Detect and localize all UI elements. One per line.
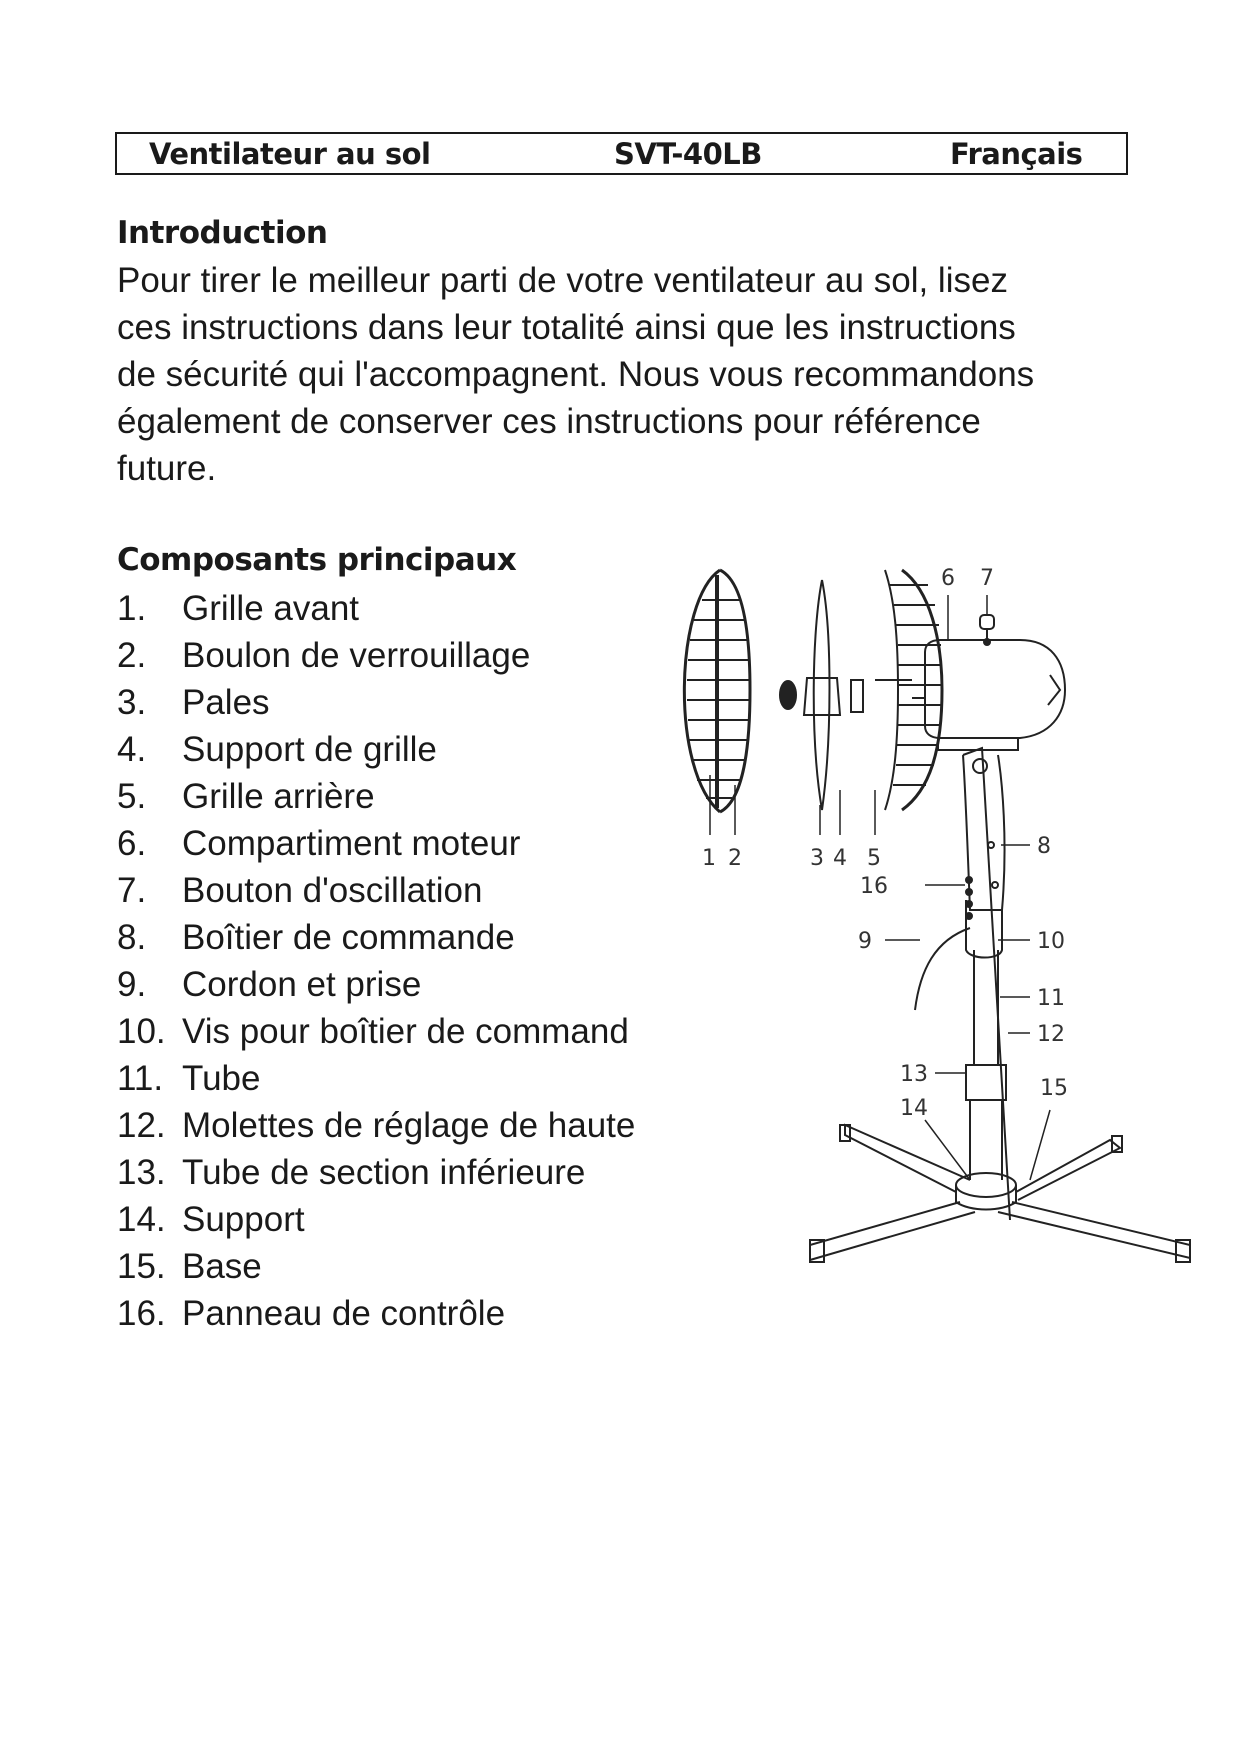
- item-label: Cordon et prise: [182, 965, 422, 1004]
- list-item: [117, 867, 635, 914]
- callout-label: 12: [1037, 1022, 1065, 1047]
- front-grille-drawing: [684, 570, 750, 812]
- item-label: Support: [182, 1200, 305, 1239]
- item-label: Support de grille: [182, 730, 437, 769]
- list-item: [117, 726, 635, 773]
- document-header: [115, 132, 1128, 175]
- components-list: [117, 585, 635, 1337]
- callout-label: 1: [702, 846, 716, 871]
- callout-label: 8: [1037, 834, 1051, 859]
- list-item: [117, 1243, 635, 1290]
- callout-label: 6: [941, 566, 955, 591]
- introduction-heading: Introduction: [117, 215, 328, 251]
- callout-label: 10: [1037, 929, 1065, 954]
- callout-label: 3: [810, 846, 824, 871]
- list-item: [117, 585, 635, 632]
- item-label: Panneau de contrôle: [182, 1294, 506, 1333]
- list-item: [117, 914, 635, 961]
- callout-label: 15: [1040, 1076, 1068, 1101]
- list-item: [117, 1196, 635, 1243]
- item-label: Boulon de verrouillage: [182, 636, 531, 675]
- callout-label: 14: [900, 1096, 928, 1121]
- header-model: SVT-40LB: [614, 137, 762, 171]
- item-number: 12.: [117, 1106, 166, 1145]
- item-number: 8.: [117, 918, 147, 957]
- item-number: 6.: [117, 824, 147, 863]
- motor-housing-drawing: [875, 615, 1065, 750]
- list-item: [117, 1055, 635, 1102]
- item-label: Grille avant: [182, 589, 360, 628]
- intro-line: ces instructions dans leur totalité ainsi que les instructions: [117, 308, 1016, 347]
- callout-label: 2: [728, 846, 742, 871]
- list-item: [117, 820, 635, 867]
- item-number: 9.: [117, 965, 147, 1004]
- list-item: [117, 961, 635, 1008]
- list-item: [117, 1149, 635, 1196]
- item-label: Molettes de réglage de haute: [182, 1106, 636, 1145]
- list-item: [117, 1008, 635, 1055]
- grille-support-drawing: [851, 680, 863, 712]
- power-cord-drawing: [915, 928, 970, 1010]
- header-language: Français: [950, 137, 1083, 171]
- item-number: 11.: [117, 1059, 164, 1098]
- callout-label: 13: [900, 1062, 928, 1087]
- callout-label: 11: [1037, 986, 1065, 1011]
- list-item: [117, 1102, 635, 1149]
- fan-exploded-diagram: [680, 540, 1240, 1310]
- callout-label: 9: [858, 929, 872, 954]
- item-number: 13.: [117, 1153, 166, 1192]
- item-number: 14.: [117, 1200, 166, 1239]
- list-item: [117, 1290, 635, 1337]
- blades-drawing: [804, 580, 840, 810]
- item-number: 10.: [117, 1012, 166, 1051]
- item-number: 3.: [117, 683, 147, 722]
- item-number: 5.: [117, 777, 147, 816]
- item-number: 7.: [117, 871, 147, 910]
- base-drawing: [810, 1125, 1190, 1262]
- item-label: Base: [182, 1247, 262, 1286]
- lock-bolt-drawing: [780, 681, 796, 709]
- intro-line: également de conserver ces instructions pour référence: [117, 402, 981, 441]
- callout-label: 4: [833, 846, 847, 871]
- list-item: [117, 679, 635, 726]
- stand-tube-drawing: [966, 950, 1006, 1180]
- item-label: Tube de section inférieure: [182, 1153, 586, 1192]
- item-number: 15.: [117, 1247, 166, 1286]
- item-label: Bouton d'oscillation: [182, 871, 483, 910]
- item-label: Compartiment moteur: [182, 824, 521, 863]
- item-label: Tube: [182, 1059, 261, 1098]
- header-title: Ventilateur au sol: [149, 137, 431, 171]
- rear-grille-drawing: [885, 570, 942, 810]
- item-number: 2.: [117, 636, 147, 675]
- callout-label: 5: [867, 846, 881, 871]
- item-number: 4.: [117, 730, 147, 769]
- intro-line: Pour tirer le meilleur parti de votre ventilateur au sol, lisez: [117, 261, 1008, 300]
- callout-label: 7: [980, 566, 994, 591]
- item-label: Grille arrière: [182, 777, 375, 816]
- item-number: 1.: [117, 589, 147, 628]
- item-label: Pales: [182, 683, 270, 722]
- list-item: [117, 632, 635, 679]
- intro-line: de sécurité qui l'accompagnent. Nous vous recommandons: [117, 355, 1035, 394]
- item-number: 16.: [117, 1294, 166, 1333]
- list-item: [117, 773, 635, 820]
- item-label: Boîtier de commande: [182, 918, 515, 957]
- intro-line: future.: [117, 449, 217, 488]
- introduction-paragraph: [117, 257, 1147, 492]
- components-heading: Composants principaux: [117, 542, 517, 578]
- item-label: Vis pour boîtier de command: [182, 1012, 629, 1051]
- callout-label: 16: [860, 874, 888, 899]
